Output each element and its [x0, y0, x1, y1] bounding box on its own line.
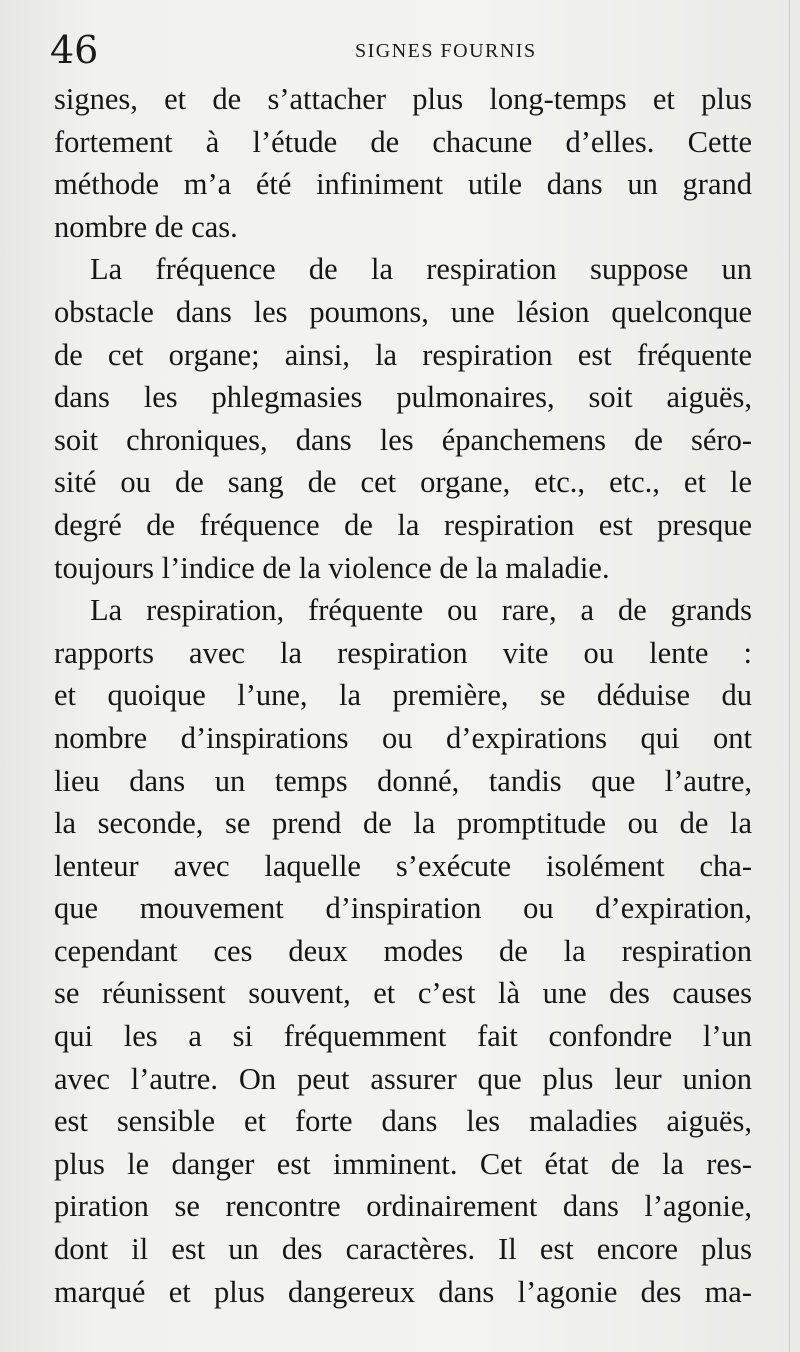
text-line: plus le danger est imminent. Cet état de la res-: [54, 1146, 752, 1181]
text-line: soit chroniques, dans les épanchemens de séro-: [54, 422, 752, 457]
text-line: lenteur avec laquelle s’exécute isolément cha-: [54, 848, 752, 883]
text-line: que mouvement d’inspiration ou d’expiration,: [54, 891, 752, 926]
text-line: piration se rencontre ordinairement dans l’agonie,: [54, 1189, 752, 1224]
text-line: sité ou de sang de cet organe, etc., etc., et le: [54, 465, 752, 500]
text-line: la seconde, se prend de la promptitude ou de la: [54, 806, 752, 841]
text-line: avec l’autre. On peut assurer que plus leur union: [54, 1061, 752, 1096]
text-line: marqué et plus dangereux dans l’agonie des ma-: [54, 1274, 752, 1309]
text-line: se réunissent souvent, et c’est là une des causes: [54, 976, 752, 1011]
text-line: cependant ces deux modes de la respiration: [54, 933, 752, 968]
page-number: 46: [50, 28, 99, 72]
text-line: toujours l’indice de la violence de la maladie.: [54, 550, 610, 585]
text-line: obstacle dans les poumons, une lésion quelconque: [54, 294, 752, 329]
text-line: dont il est un des caractères. Il est encore plus: [54, 1232, 752, 1267]
text-line: rapports avec la respiration vite ou lente :: [54, 635, 752, 670]
text-line: fortement à l’étude de chacune d’elles. Cette: [54, 124, 752, 159]
running-head: SIGNES FOURNIS: [355, 40, 537, 62]
text-line: qui les a si fréquemment fait confondre l’un: [54, 1019, 752, 1054]
text-line: est sensible et forte dans les maladies aiguës,: [54, 1104, 752, 1139]
text-line: lieu dans un temps donné, tandis que l’autre,: [54, 763, 752, 798]
text-line: nombre d’inspirations ou d’expirations qui ont: [54, 720, 752, 755]
paragraph-first-line: La fréquence de la respiration suppose un: [90, 252, 752, 287]
text-line: degré de fréquence de la respiration est presque: [54, 507, 752, 542]
page-header: [50, 28, 770, 78]
body-text: [54, 78, 752, 1313]
text-line: nombre de cas.: [54, 209, 238, 244]
text-line: signes, et de s’attacher plus long-temps et plus: [54, 82, 752, 116]
text-line: de cet organe; ainsi, la respiration est fréquente: [54, 337, 752, 372]
page-edge: [789, 0, 790, 1352]
text-line: dans les phlegmasies pulmonaires, soit aiguës,: [54, 380, 752, 415]
text-line: méthode m’a été infiniment utile dans un grand: [54, 167, 752, 202]
text-line: et quoique l’une, la première, se déduise du: [54, 678, 752, 713]
paragraph-first-line: La respiration, fréquente ou rare, a de grands: [90, 593, 752, 628]
